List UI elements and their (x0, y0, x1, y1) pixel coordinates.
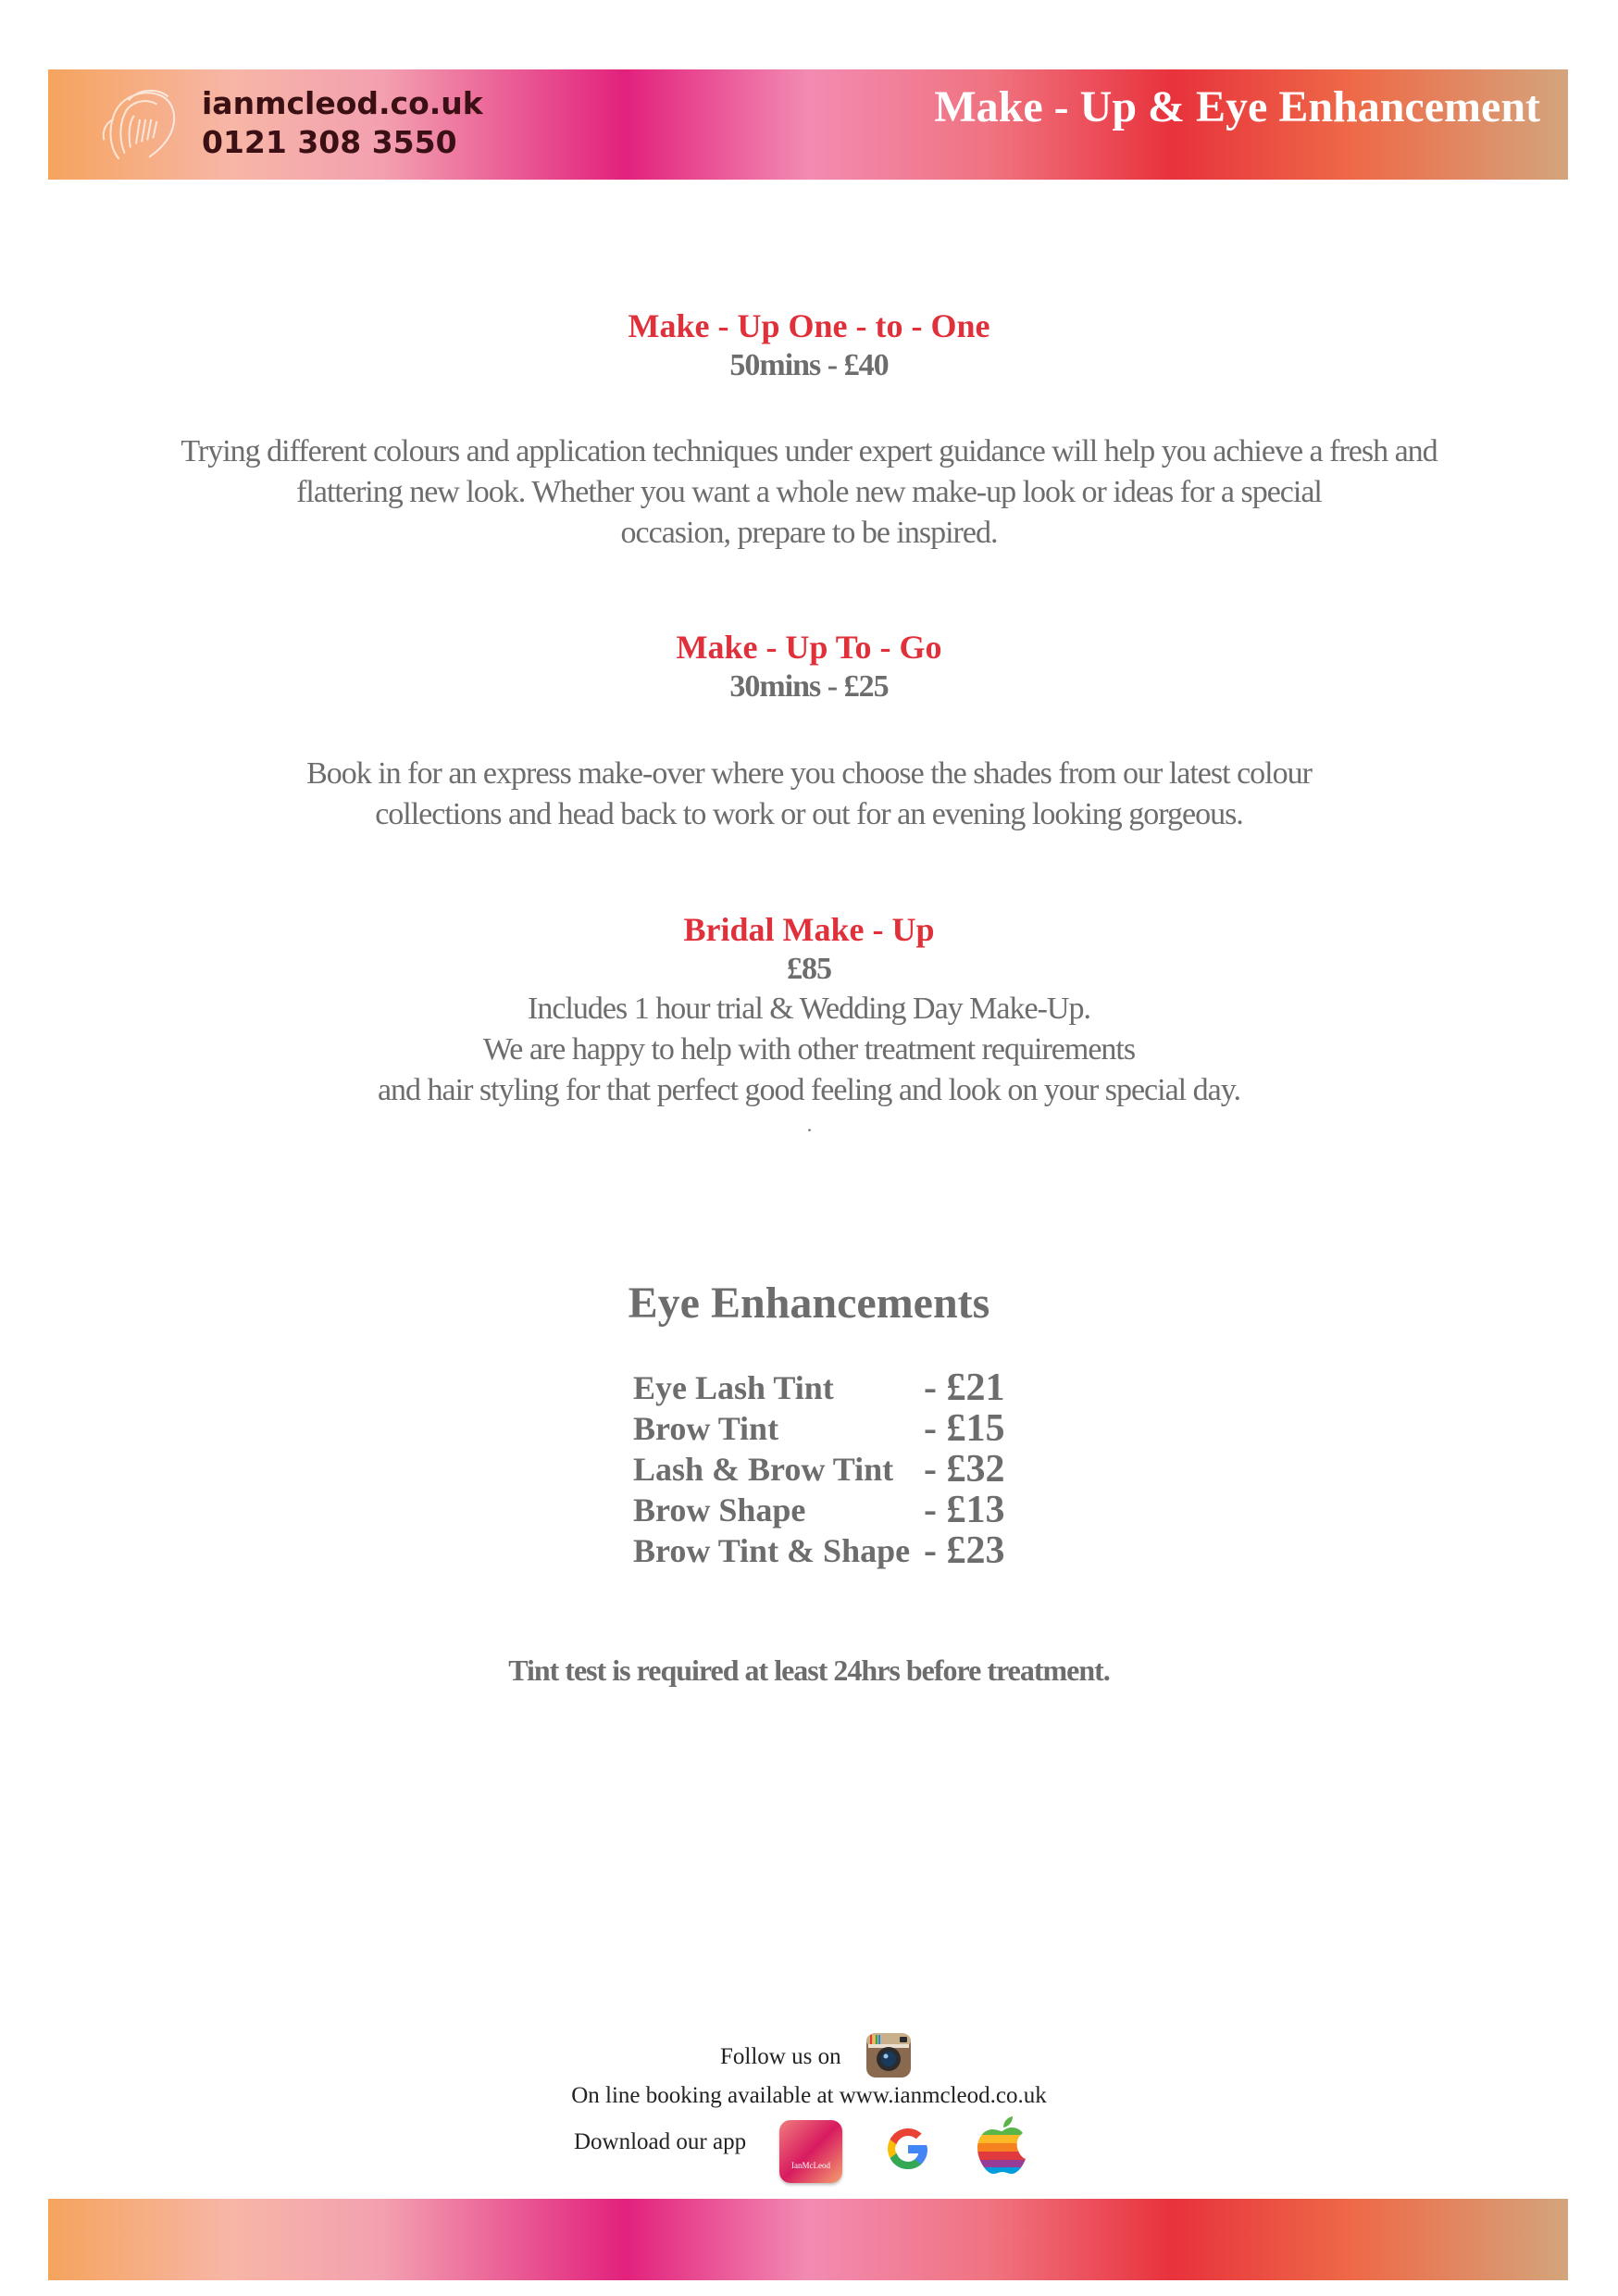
follow-us-text: Follow us on (720, 2044, 841, 2069)
service-price: £85 (787, 952, 831, 986)
description-line: Includes 1 hour trial & Wedding Day Make-Up. (528, 992, 1090, 1026)
service-bridal (0, 909, 1618, 1139)
service-one-to-one (0, 306, 1618, 385)
treatment-price: - £32 (924, 1448, 1005, 1491)
description-line: . (806, 1113, 812, 1136)
header-phone: 0121 308 3550 (202, 124, 457, 160)
service-description (0, 431, 1618, 554)
treatment-name: Lash & Brow Tint (633, 1451, 894, 1488)
service-price: 30mins - £25 (729, 669, 889, 704)
service-to-go (0, 627, 1618, 706)
treatment-price: - £13 (924, 1489, 1005, 1531)
google-icon[interactable] (879, 2120, 937, 2177)
online-booking-text[interactable]: On line booking available at www.ianmcleod.co.uk (571, 2083, 1047, 2108)
page-title: Make - Up & Eye Enhancement (934, 82, 1540, 131)
price-row (633, 1490, 1005, 1530)
treatment-price: - £15 (924, 1407, 1005, 1450)
service-title: Bridal Make - Up (683, 911, 935, 948)
description-line: occasion, prepare to be inspired. (620, 516, 998, 550)
treatment-name: Eye Lash Tint (633, 1369, 834, 1406)
description-line: and hair styling for that perfect good feeling and look on your special day. (377, 1073, 1241, 1107)
ian-mcleod-logo-icon (91, 81, 185, 167)
treatment-name: Brow Shape (633, 1491, 806, 1529)
treatment-name: Brow Tint (633, 1410, 779, 1447)
tint-test-note: Tint test is required at least 24hrs before treatment. (508, 1653, 1110, 1687)
treatment-name: Brow Tint & Shape (633, 1532, 911, 1569)
header-website: ianmcleod.co.uk (202, 85, 483, 121)
ianmcleod-app-icon[interactable] (779, 2120, 842, 2183)
description-line: collections and head back to work or out for an evening looking gorgeous. (375, 797, 1243, 831)
treatment-price: - £23 (924, 1529, 1005, 1572)
price-row (633, 1530, 1005, 1571)
service-title: Make - Up One - to - One (628, 307, 990, 344)
price-row (633, 1367, 1005, 1408)
service-title: Make - Up To - Go (676, 629, 942, 666)
service-price: 50mins - £40 (729, 348, 889, 382)
price-row (633, 1449, 1005, 1490)
app-icon-label: IanMcLeod (791, 2161, 830, 2170)
price-row (633, 1408, 1005, 1449)
treatment-price: - £21 (924, 1366, 1005, 1409)
footer-banner (48, 2199, 1568, 2280)
apple-icon[interactable] (972, 2113, 1033, 2179)
description-line: Trying different colours and application techniques under expert guidance will help you achieve a fresh and (180, 434, 1438, 468)
instagram-icon[interactable] (865, 2031, 913, 2079)
download-app-text: Download our app (574, 2129, 747, 2154)
description-line: We are happy to help with other treatment requirements (482, 1032, 1136, 1067)
description-line: Book in for an express make-over where you choose the shades from our latest colour (306, 756, 1312, 791)
service-description (0, 754, 1618, 835)
description-line: flattering new look. Whether you want a whole new make-up look or ideas for a special (296, 475, 1322, 509)
eye-enhancements-heading: Eye Enhancements (628, 1279, 990, 1328)
eye-price-list (633, 1367, 1005, 1571)
